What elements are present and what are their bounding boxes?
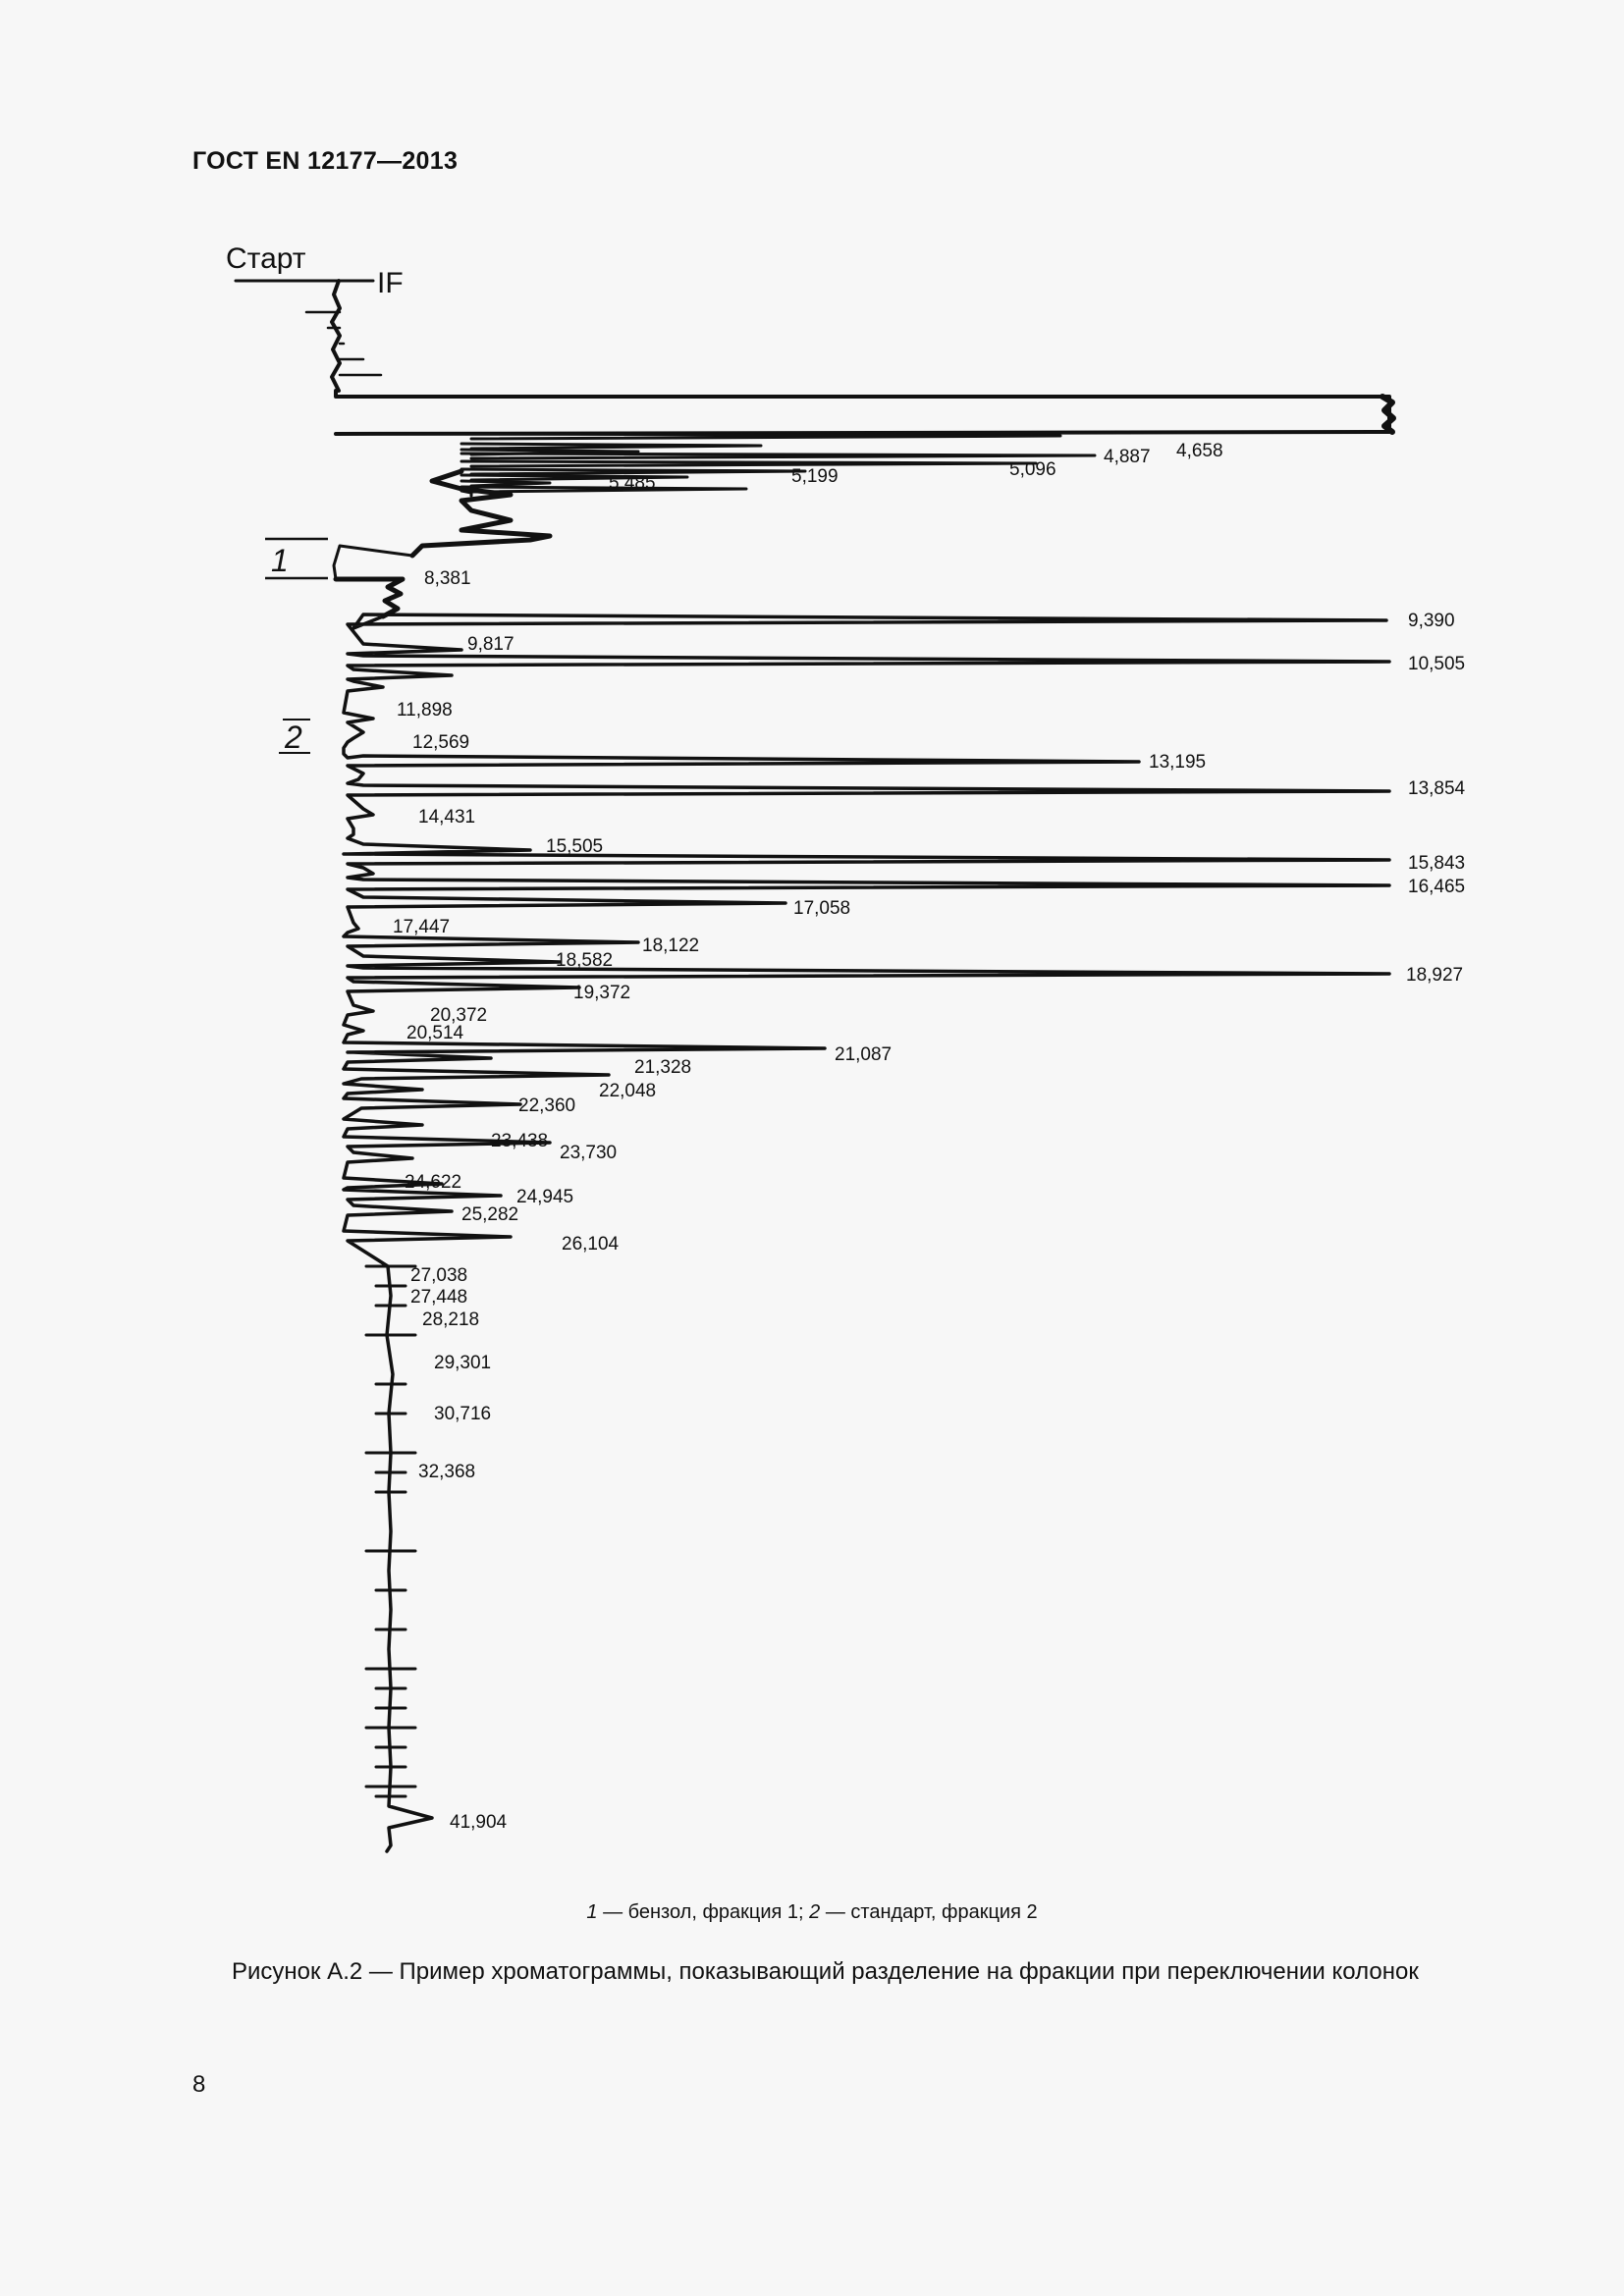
- peak-label: 28,218: [422, 1309, 480, 1330]
- figure-caption: Рисунок А.2 — Пример хроматограммы, показывающий разделение на фракции при переключении колонок: [232, 1958, 1419, 1985]
- peak-label: 16,465: [1408, 877, 1466, 897]
- peak-label: 13,854: [1408, 778, 1466, 799]
- peak-label: 21,328: [634, 1057, 692, 1078]
- document-header: ГОСТ EN 12177—2013: [192, 147, 459, 175]
- peak-label: 20,514: [406, 1023, 464, 1043]
- peak-labels: [393, 441, 1466, 1833]
- peak-label: 27,448: [410, 1287, 468, 1308]
- peak-label: 15,505: [546, 836, 604, 857]
- cluster-8-381: [336, 579, 403, 616]
- peak-label: 9,390: [1408, 611, 1455, 631]
- peak-label: 22,360: [518, 1095, 576, 1116]
- peak-label: 23,438: [491, 1131, 549, 1151]
- legend-item-1-number: 1: [586, 1901, 598, 1923]
- peak-label: 9,817: [467, 634, 514, 655]
- solvent-plateau: [336, 391, 1389, 434]
- peak-label: 32,368: [418, 1462, 476, 1482]
- early-peak: [461, 481, 550, 486]
- peak-label: 5,096: [1009, 459, 1056, 480]
- peak-label: 21,087: [835, 1044, 893, 1065]
- injection-trace: [332, 281, 340, 391]
- early-peak: [461, 487, 746, 492]
- main-trace: [344, 614, 1389, 1851]
- start-label: Старт: [226, 242, 306, 275]
- peak-label: 18,927: [1406, 965, 1464, 986]
- fraction-marker-1: 1: [271, 543, 289, 578]
- peak-label: 19,372: [573, 983, 631, 1003]
- peak-label: 20,372: [430, 1005, 488, 1026]
- peak-label: 15,843: [1408, 853, 1466, 874]
- peak-label: 26,104: [562, 1234, 620, 1255]
- peak-label: 14,431: [418, 807, 476, 828]
- peak-label: 29,301: [434, 1353, 492, 1373]
- solvent-peak-top: [1382, 397, 1393, 432]
- peak-label: 24,622: [405, 1172, 462, 1193]
- peak-label: 24,945: [516, 1187, 574, 1207]
- peak-label: 4,887: [1104, 447, 1151, 467]
- legend-item-2-number: 2: [809, 1901, 821, 1923]
- injection-label: IF: [377, 267, 404, 299]
- peak-label: 13,195: [1149, 752, 1207, 773]
- chromatogram-trace: [236, 281, 1393, 1851]
- early-peak: [461, 461, 1036, 466]
- peak-label: 18,122: [642, 935, 700, 956]
- peak-label: 8,381: [424, 568, 471, 589]
- peak-label: 11,898: [397, 700, 453, 721]
- baseline-segment: [334, 546, 412, 579]
- peak-label: 23,730: [560, 1143, 618, 1163]
- peak-label: 4,658: [1176, 441, 1223, 461]
- peak-label: 17,447: [393, 917, 451, 937]
- fraction-marker-2: 2: [285, 720, 302, 755]
- peak-label: 5,485: [609, 473, 656, 494]
- peak-label: 22,048: [599, 1081, 657, 1101]
- peak-label: 27,038: [410, 1265, 468, 1286]
- page-number: 8: [192, 2071, 206, 2098]
- peak-label: 41,904: [450, 1812, 508, 1833]
- peak-label: 18,582: [556, 950, 614, 971]
- early-peak: [461, 444, 761, 449]
- peak-label: 30,716: [434, 1404, 492, 1424]
- early-peak: [461, 434, 1060, 439]
- peak-label: 10,505: [1408, 654, 1466, 674]
- figure-legend: [0, 1901, 1624, 1924]
- legend-item-1-text: — бензол, фракция 1;: [597, 1901, 810, 1923]
- peak-label: 12,569: [412, 732, 470, 753]
- peak-label: 5,199: [791, 466, 839, 487]
- peak-label: 25,282: [461, 1204, 519, 1225]
- peak-label: 17,058: [793, 898, 851, 919]
- legend-item-2-text: — стандарт, фракция 2: [820, 1901, 1038, 1923]
- early-peak: [461, 454, 1095, 458]
